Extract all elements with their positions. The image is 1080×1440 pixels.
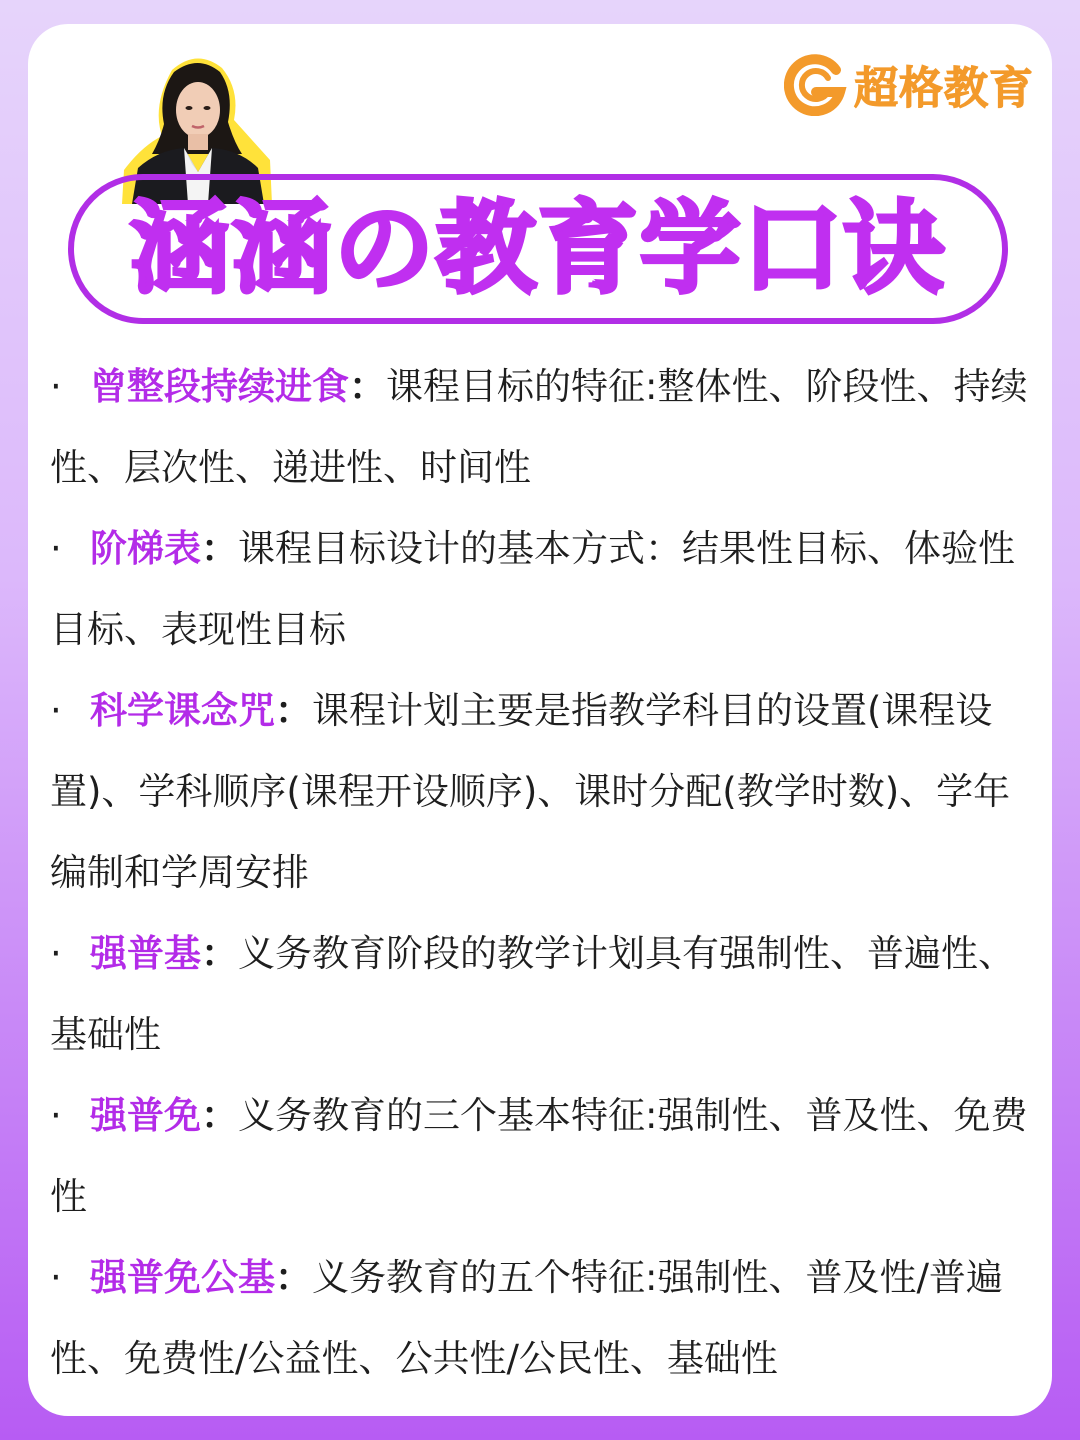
- brand-logo: [784, 52, 1034, 116]
- bullet: ·: [50, 689, 62, 732]
- list-item: [50, 670, 1030, 913]
- mnemonic-description: 课程计划主要是指教学科目的设置(课程设置)、学科顺序(课程开设顺序)、课时分配(教学时数)、学年编制和学周安排: [50, 689, 1011, 894]
- mnemonic-description: 课程目标设计的基本方式：结果性目标、体验性目标、表现性目标: [50, 527, 1015, 651]
- list-item: [50, 508, 1030, 670]
- mnemonic-keyword: 科学课念咒: [90, 689, 275, 732]
- list-item: [50, 1075, 1030, 1237]
- mnemonic-description: 义务教育阶段的教学计划具有强制性、普遍性、基础性: [50, 932, 1015, 1056]
- colon: ：: [201, 527, 238, 570]
- bullet: ·: [50, 1256, 62, 1299]
- colon: ：: [275, 1256, 312, 1299]
- colon: ：: [275, 689, 312, 732]
- title-banner: [68, 174, 1008, 324]
- brand-logo-icon: [784, 52, 848, 116]
- mnemonic-description: 义务教育的三个基本特征:强制性、普及性、免费性: [50, 1094, 1028, 1218]
- list-item: [50, 1237, 1030, 1399]
- colon: ：: [201, 932, 238, 975]
- bullet: ·: [50, 1094, 62, 1137]
- mnemonic-keyword: 强普免公基: [90, 1256, 275, 1299]
- bullet: ·: [50, 527, 62, 570]
- brand-name: 超格教育: [854, 63, 1034, 114]
- mnemonic-description: 义务教育的五个特征:强制性、普及性/普遍性、免费性/公益性、公共性/公民性、基础性: [50, 1256, 1003, 1380]
- list-item: [50, 913, 1030, 1075]
- page-title: 涵涵の教育学口诀: [130, 190, 946, 307]
- mnemonic-keyword: 强普免: [90, 1094, 201, 1137]
- content-card: [28, 24, 1052, 1416]
- mnemonic-list: [50, 346, 1030, 1399]
- colon: ：: [349, 365, 386, 408]
- list-item: [50, 346, 1030, 508]
- mnemonic-keyword: 阶梯表: [90, 527, 201, 570]
- colon: ：: [201, 1094, 238, 1137]
- mnemonic-description: 课程目标的特征:整体性、阶段性、持续性、层次性、递进性、时间性: [50, 365, 1028, 489]
- mnemonic-keyword: 强普基: [90, 932, 201, 975]
- bullet: ·: [50, 365, 62, 408]
- bullet: ·: [50, 932, 62, 975]
- mnemonic-keyword: 曾整段持续进食: [90, 365, 349, 408]
